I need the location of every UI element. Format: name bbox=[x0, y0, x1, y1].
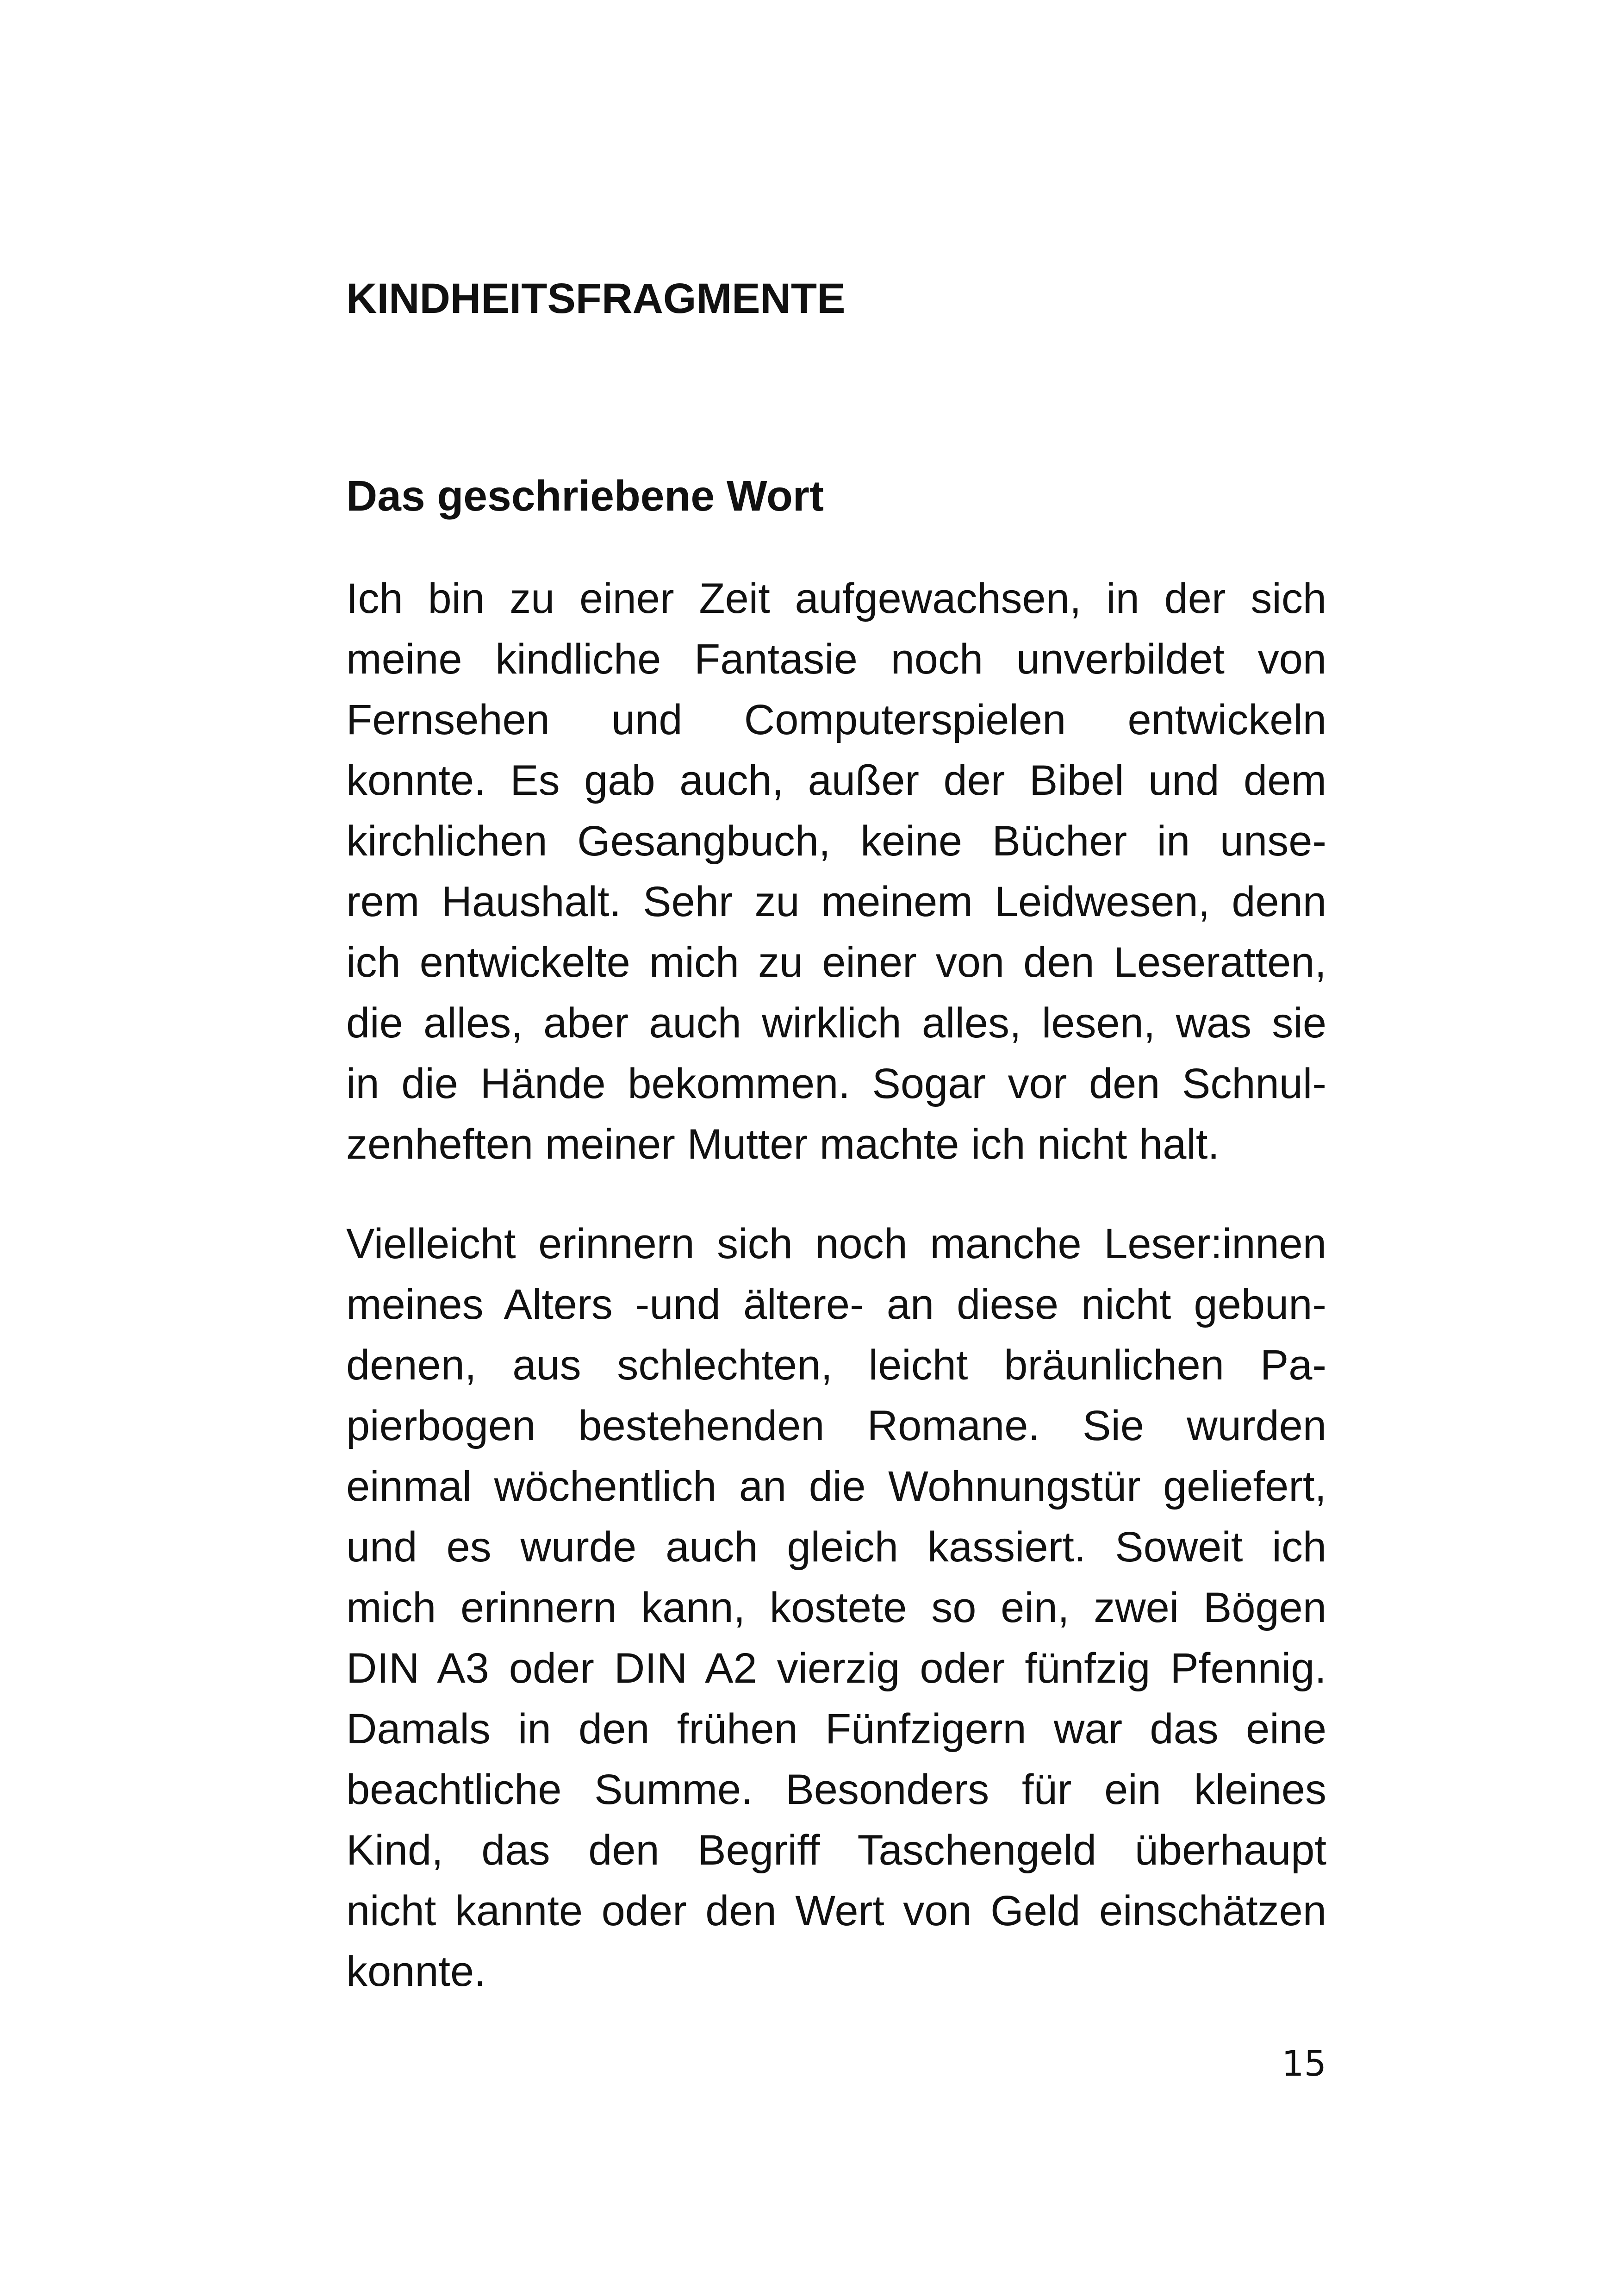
text-line: Kind, das den Begriff Taschengeld überhaupt bbox=[346, 1827, 1326, 1874]
text-line: Ich bin zu einer Zeit aufgewachsen, in der sich bbox=[346, 575, 1326, 622]
chapter-title: KINDHEITSFRAGMENTE bbox=[346, 275, 846, 322]
text-line: Vielleicht erinnern sich noch manche Leser:innen bbox=[346, 1220, 1326, 1267]
text-line: pierbogen bestehenden Romane. Sie wurden bbox=[346, 1402, 1326, 1449]
paragraph-2 bbox=[346, 1214, 1326, 2002]
text-line: die alles, aber auch wirklich alles, lesen, was sie bbox=[346, 999, 1326, 1047]
text-line: zenheften meiner Mutter machte ich nicht halt. bbox=[346, 1121, 1220, 1168]
text-line: ich entwickelte mich zu einer von den Leseratten, bbox=[346, 939, 1326, 986]
text-line: Fernsehen und Computerspielen entwickeln bbox=[346, 696, 1326, 743]
text-line: DIN A3 oder DIN A2 vierzig oder fünfzig Pfennig. bbox=[346, 1645, 1326, 1692]
text-line: meines Alters -und ältere- an diese nicht gebun- bbox=[346, 1281, 1326, 1328]
text-line: mich erinnern kann, kostete so ein, zwei Bögen bbox=[346, 1584, 1326, 1631]
text-line: kirchlichen Gesangbuch, keine Bücher in unse- bbox=[346, 817, 1326, 865]
text-line: nicht kannte oder den Wert von Geld einschätzen bbox=[346, 1887, 1326, 1934]
text-line: beachtliche Summe. Besonders für ein kleines bbox=[346, 1766, 1326, 1813]
text-line: rem Haushalt. Sehr zu meinem Leidwesen, denn bbox=[346, 878, 1326, 925]
text-line: Damals in den frühen Fünfzigern war das eine bbox=[346, 1705, 1326, 1753]
text-line: in die Hände bekommen. Sogar vor den Schnul- bbox=[346, 1060, 1326, 1107]
text-line: konnte. bbox=[346, 1948, 486, 1995]
page-number: 15 bbox=[1282, 2043, 1326, 2084]
text-line: meine kindliche Fantasie noch unverbildet von bbox=[346, 636, 1326, 683]
text-line: konnte. Es gab auch, außer der Bibel und dem bbox=[346, 757, 1326, 804]
text-line: denen, aus schlechten, leicht bräunlichen Pa- bbox=[346, 1341, 1326, 1389]
section-title: Das geschriebene Wort bbox=[346, 472, 824, 520]
paragraph-1 bbox=[346, 568, 1326, 1175]
text-line: einmal wöchentlich an die Wohnungstür geliefert, bbox=[346, 1463, 1326, 1510]
text-line: und es wurde auch gleich kassiert. Soweit ich bbox=[346, 1523, 1326, 1571]
